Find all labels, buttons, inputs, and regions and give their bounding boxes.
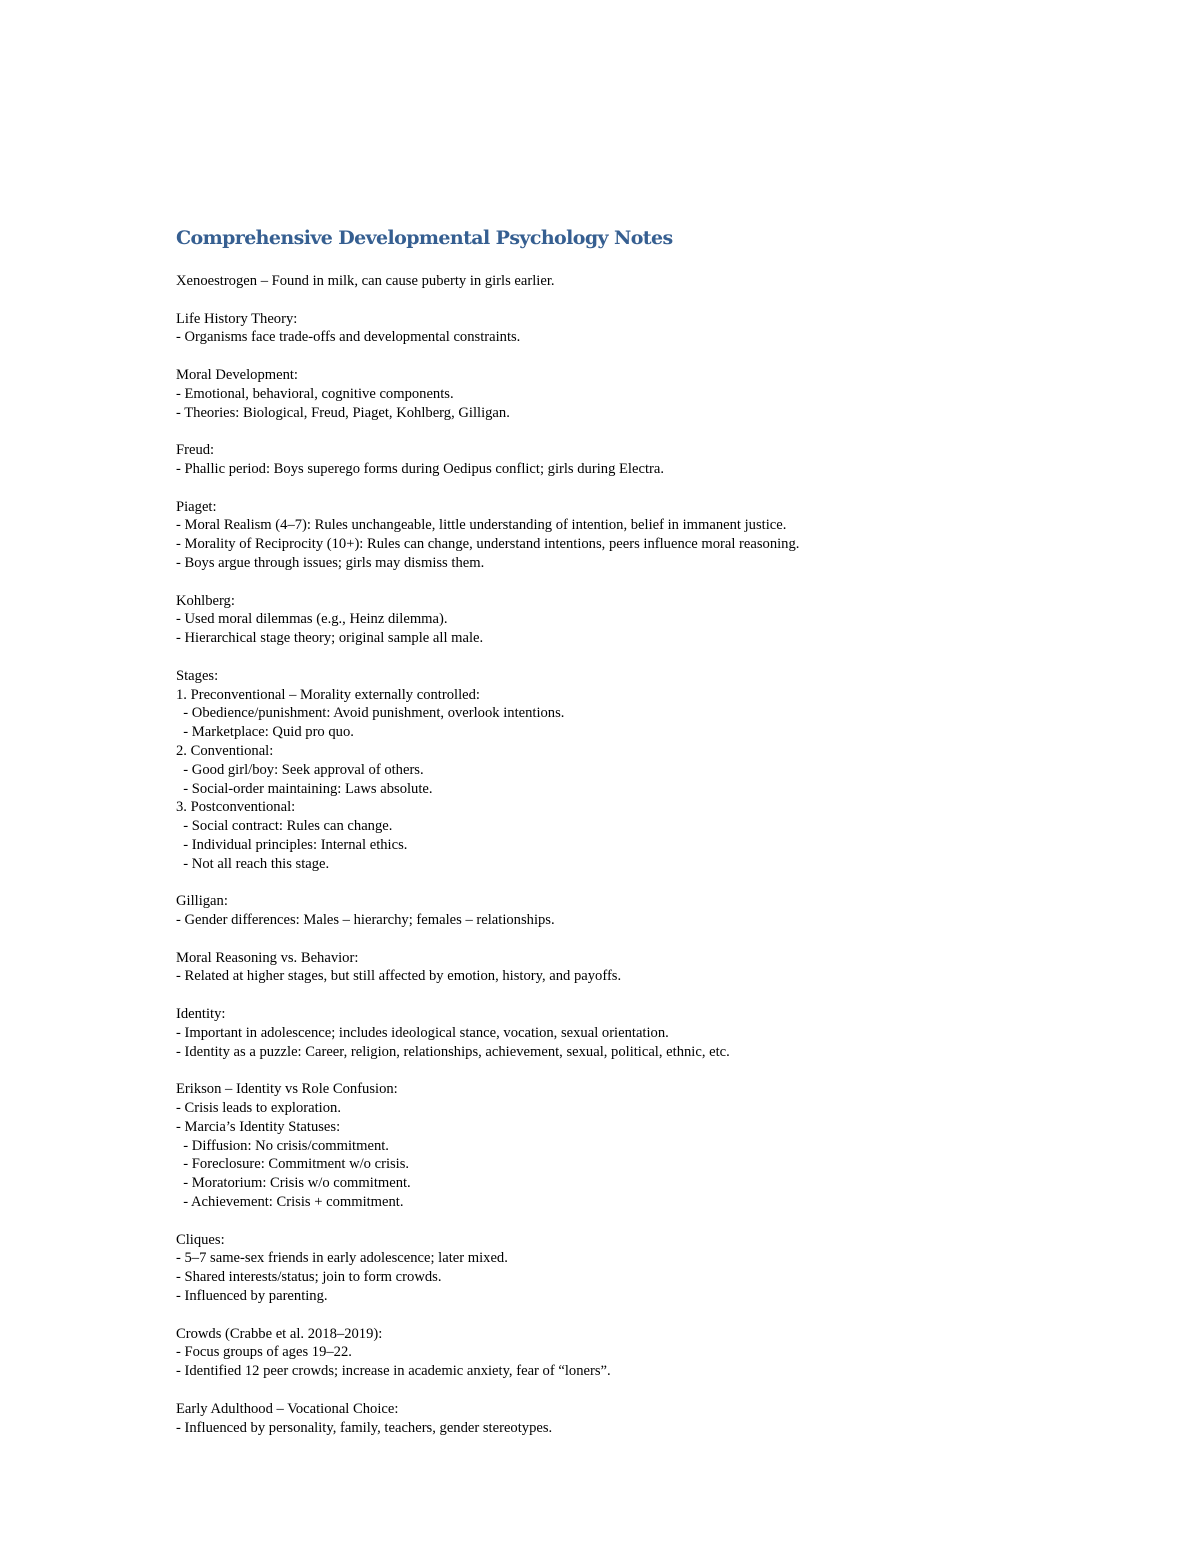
text-line: Piaget:: [176, 498, 217, 515]
blank-line: [176, 986, 799, 1005]
document-body: [176, 272, 799, 1437]
text-line: - Moral Realism (4–7): Rules unchangeable, little understanding of intention, belief in immanent justice.: [176, 517, 787, 534]
text-line: - Related at higher stages, but still affected by emotion, history, and payoffs.: [176, 968, 622, 985]
blank-line: [176, 347, 799, 366]
text-line: - Gender differences: Males – hierarchy; females – relationships.: [176, 912, 555, 929]
text-line: Moral Reasoning vs. Behavior:: [176, 949, 359, 966]
text-line: Freud:: [176, 442, 215, 459]
document-title: Comprehensive Developmental Psychology Notes: [176, 227, 673, 249]
text-line: 2. Conventional:: [176, 742, 274, 759]
blank-line: [176, 573, 799, 592]
blank-line: [176, 1212, 799, 1231]
text-line: Xenoestrogen – Found in milk, can cause puberty in girls earlier.: [176, 273, 555, 289]
text-line: - 5–7 same-sex friends in early adolescence; later mixed.: [176, 1250, 508, 1267]
text-line: - Marcia’s Identity Statuses:: [176, 1118, 341, 1135]
text-line: - Shared interests/status; join to form crowds.: [176, 1269, 442, 1286]
text-line: - Moratorium: Crisis w/o commitment.: [176, 1175, 411, 1192]
text-line: 1. Preconventional – Morality externally controlled:: [176, 686, 480, 703]
text-line: - Emotional, behavioral, cognitive components.: [176, 385, 454, 402]
text-line: - Marketplace: Quid pro quo.: [176, 724, 354, 741]
blank-line: [176, 1381, 799, 1400]
text-line: Crowds (Crabbe et al. 2018–2019):: [176, 1325, 383, 1342]
text-line: - Influenced by personality, family, teachers, gender stereotypes.: [176, 1419, 553, 1436]
text-line: - Focus groups of ages 19–22.: [176, 1344, 352, 1361]
text-line: - Social-order maintaining: Laws absolute.: [176, 780, 433, 797]
text-line: - Boys argue through issues; girls may dismiss them.: [176, 554, 485, 571]
text-line: - Organisms face trade-offs and developmental constraints.: [176, 329, 521, 346]
text-line: - Identity as a puzzle: Career, religion, relationships, achievement, sexual, political, ethnic, etc.: [176, 1043, 730, 1060]
text-line: Cliques:: [176, 1231, 225, 1248]
blank-line: [176, 930, 799, 949]
text-line: - Diffusion: No crisis/commitment.: [176, 1137, 389, 1154]
text-line: Gilligan:: [176, 893, 228, 910]
blank-line: [176, 422, 799, 441]
blank-line: [176, 648, 799, 667]
text-line: - Morality of Reciprocity (10+): Rules can change, understand intentions, peers influence moral reasoning.: [176, 536, 800, 553]
text-line: - Foreclosure: Commitment w/o crisis.: [176, 1156, 410, 1173]
text-line: Life History Theory:: [176, 310, 298, 327]
text-line: Erikson – Identity vs Role Confusion:: [176, 1081, 398, 1098]
text-line: - Achievement: Crisis + commitment.: [176, 1194, 404, 1211]
blank-line: [176, 291, 799, 310]
text-line: - Important in adolescence; includes ideological stance, vocation, sexual orientation.: [176, 1024, 669, 1041]
text-line: - Not all reach this stage.: [176, 855, 330, 872]
text-line: Identity:: [176, 1006, 226, 1023]
text-line: - Phallic period: Boys superego forms during Oedipus conflict; girls during Electra.: [176, 460, 664, 477]
text-line: - Social contract: Rules can change.: [176, 818, 393, 835]
text-line: Early Adulthood – Vocational Choice:: [176, 1400, 399, 1417]
text-line: - Used moral dilemmas (e.g., Heinz dilemma).: [176, 611, 448, 628]
text-line: - Good girl/boy: Seek approval of others.: [176, 761, 424, 778]
blank-line: [176, 479, 799, 498]
text-line: Moral Development:: [176, 366, 298, 383]
text-line: Kohlberg:: [176, 592, 235, 609]
blank-line: [176, 1306, 799, 1325]
text-line: - Individual principles: Internal ethics.: [176, 836, 408, 853]
text-line: - Hierarchical stage theory; original sample all male.: [176, 630, 484, 647]
text-line: - Influenced by parenting.: [176, 1288, 328, 1305]
blank-line: [176, 874, 799, 893]
text-line: - Obedience/punishment: Avoid punishment, overlook intentions.: [176, 705, 565, 722]
text-line: - Theories: Biological, Freud, Piaget, Kohlberg, Gilligan.: [176, 404, 510, 421]
text-line: 3. Postconventional:: [176, 799, 296, 816]
text-line: - Identified 12 peer crowds; increase in academic anxiety, fear of “loners”.: [176, 1363, 611, 1380]
blank-line: [176, 1061, 799, 1080]
text-line: Stages:: [176, 667, 219, 684]
text-line: - Crisis leads to exploration.: [176, 1100, 341, 1117]
